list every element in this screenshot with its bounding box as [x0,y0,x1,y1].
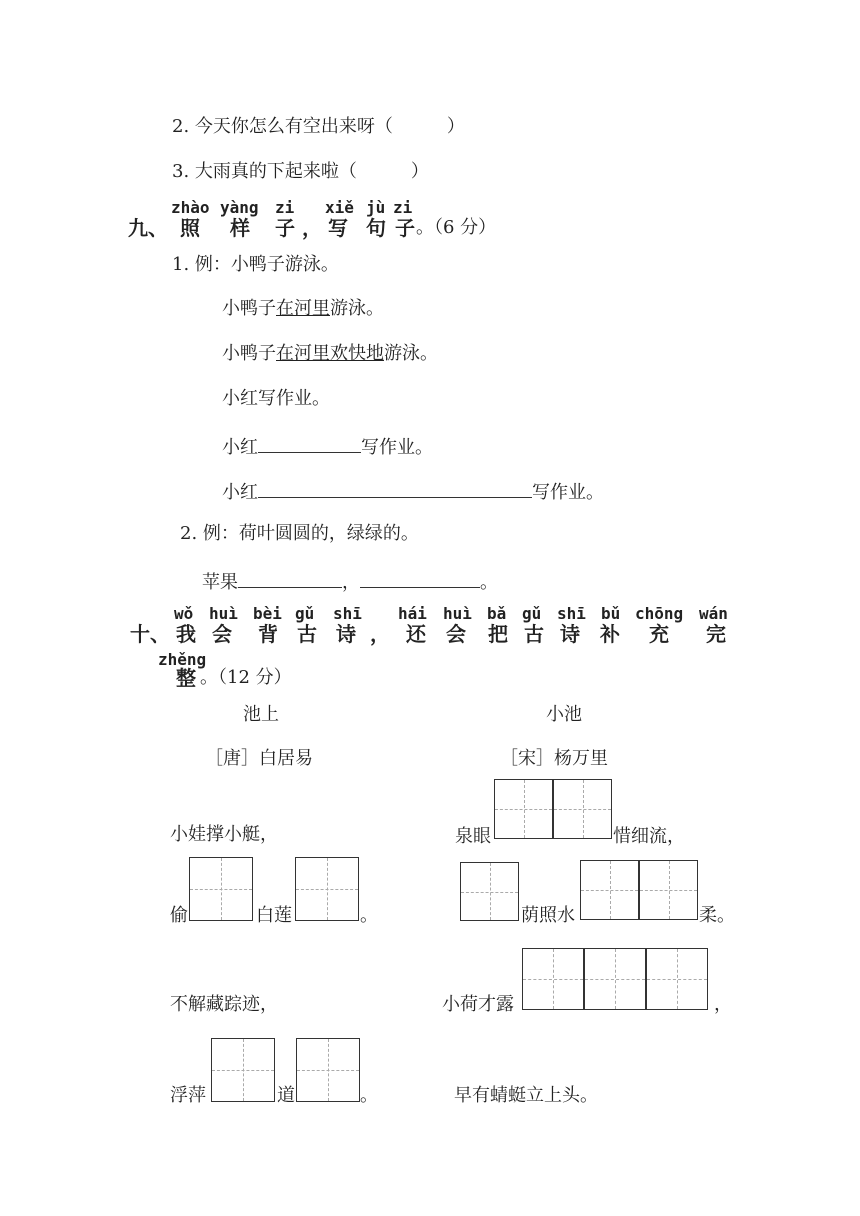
poem-1-line-1: 小娃撑小艇， [170,824,278,845]
hanzi: 背 [258,622,278,646]
pinyin: hái [398,604,427,623]
q9-exercise-base: 小红写作业。 [222,388,330,409]
writing-grid-box[interactable] [553,779,612,839]
writing-grid-box[interactable] [189,857,253,921]
poem-2-author: ［宋］杨万里 [500,748,608,769]
q9-exercise-line-3: 苹果 ， 。 [202,572,498,593]
poem-2-line-4: 早有蜻蜓立上头。 [454,1085,598,1106]
hanzi-comma: ， [302,216,322,240]
writing-grid-box[interactable] [584,948,646,1010]
hanzi: 子 [395,216,415,240]
hanzi: 照 [180,216,200,240]
hanzi: 样 [230,216,250,240]
hanzi: 完 [706,622,726,646]
pinyin: zi [275,198,295,217]
hanzi: 句 [366,216,386,240]
hanzi: 把 [488,622,508,646]
writing-grid-box[interactable] [295,857,359,921]
pinyin: bǎ [487,604,507,623]
answer-blank[interactable] [238,570,342,588]
pinyin: bǔ [601,604,621,623]
q9-number: 九、 [128,216,168,240]
poem-1-line-2-start: 偷 [170,905,188,926]
poem-1-author: ［唐］白居易 [205,748,313,769]
pinyin: zhěng [158,650,207,669]
writing-grid-box[interactable] [639,860,698,920]
poem-1-line-4-end: 。 [360,1085,378,1106]
hanzi: 子 [275,216,295,240]
pinyin: zhào [171,198,210,217]
hanzi: 诗 [560,622,580,646]
hanzi: 还 [406,622,426,646]
pinyin: yàng [220,198,259,217]
writing-grid-box[interactable] [460,862,519,921]
pinyin: zi [393,198,413,217]
poem-1-line-2-middle: 白莲 [256,905,292,926]
hanzi: 整 [176,666,196,690]
poem-1-line-4-middle: 道 [277,1085,295,1106]
pinyin: huì [443,604,472,623]
answer-blank[interactable] [258,480,532,498]
pinyin: wán [699,604,728,623]
q9-example-1-sentence-a: 小鸭子在河里游泳。 [222,298,384,319]
pinyin: gǔ [522,604,542,623]
answer-blank[interactable] [258,435,361,453]
hanzi: 写 [328,216,348,240]
pinyin: jù [366,198,386,217]
q9-exercise-line-2: 小红 写作业。 [222,482,604,503]
pinyin: gǔ [295,604,315,623]
poem-1-title: 池上 [243,704,279,725]
poem-2-line-1-start: 泉眼 [455,826,491,847]
hanzi: 会 [212,622,232,646]
poem-1-line-3: 不解藏踪迹， [170,994,278,1015]
q9-example-2-label: 2. 例：荷叶圆圆的，绿绿的。 [180,523,419,544]
hanzi: 我 [176,622,196,646]
poem-2-line-3-start: 小荷才露 [442,994,514,1015]
writing-grid-box[interactable] [494,779,553,839]
writing-grid-box[interactable] [580,860,639,920]
hanzi: 古 [524,622,544,646]
pinyin: wǒ [174,604,194,623]
q9-score: 。（6 分） [416,217,497,238]
poem-2-line-3-end: ， [714,994,732,1015]
hanzi: 诗 [336,622,356,646]
hanzi-comma: ， [370,622,390,646]
writing-grid-box[interactable] [211,1038,275,1102]
q9-example-1-label: 1. 例：小鸭子游泳。 [172,254,339,275]
writing-grid-box[interactable] [522,948,584,1010]
q10-number: 十、 [130,622,170,646]
pinyin: chōng [635,604,684,623]
q9-example-1-sentence-b: 小鸭子在河里欢快地游泳。 [222,343,438,364]
hanzi: 补 [600,622,620,646]
poem-2-title: 小池 [546,704,582,725]
pinyin: xiě [325,198,354,217]
writing-grid-box[interactable] [646,948,708,1010]
q9-exercise-line-1: 小红 写作业。 [222,437,433,458]
poem-2-line-2-middle: 荫照水 [521,905,575,926]
writing-grid-box[interactable] [296,1038,360,1102]
hanzi: 充 [649,622,669,646]
q8-item-2: 2. 今天你怎么有空出来呀（ ） [172,116,465,137]
pinyin: shī [557,604,586,623]
poem-1-line-2-end: 。 [360,905,378,926]
pinyin: huì [209,604,238,623]
pinyin: bèi [253,604,282,623]
poem-1-line-4-start: 浮萍 [170,1085,206,1106]
answer-blank[interactable] [360,570,480,588]
pinyin: shī [333,604,362,623]
poem-2-line-1-end: 惜细流， [613,826,685,847]
q8-item-3: 3. 大雨真的下起来啦（ ） [172,161,429,182]
poem-2-line-2-end: 柔。 [699,905,735,926]
hanzi: 会 [446,622,466,646]
hanzi: 古 [297,622,317,646]
q10-score: 。（12 分） [200,667,292,688]
